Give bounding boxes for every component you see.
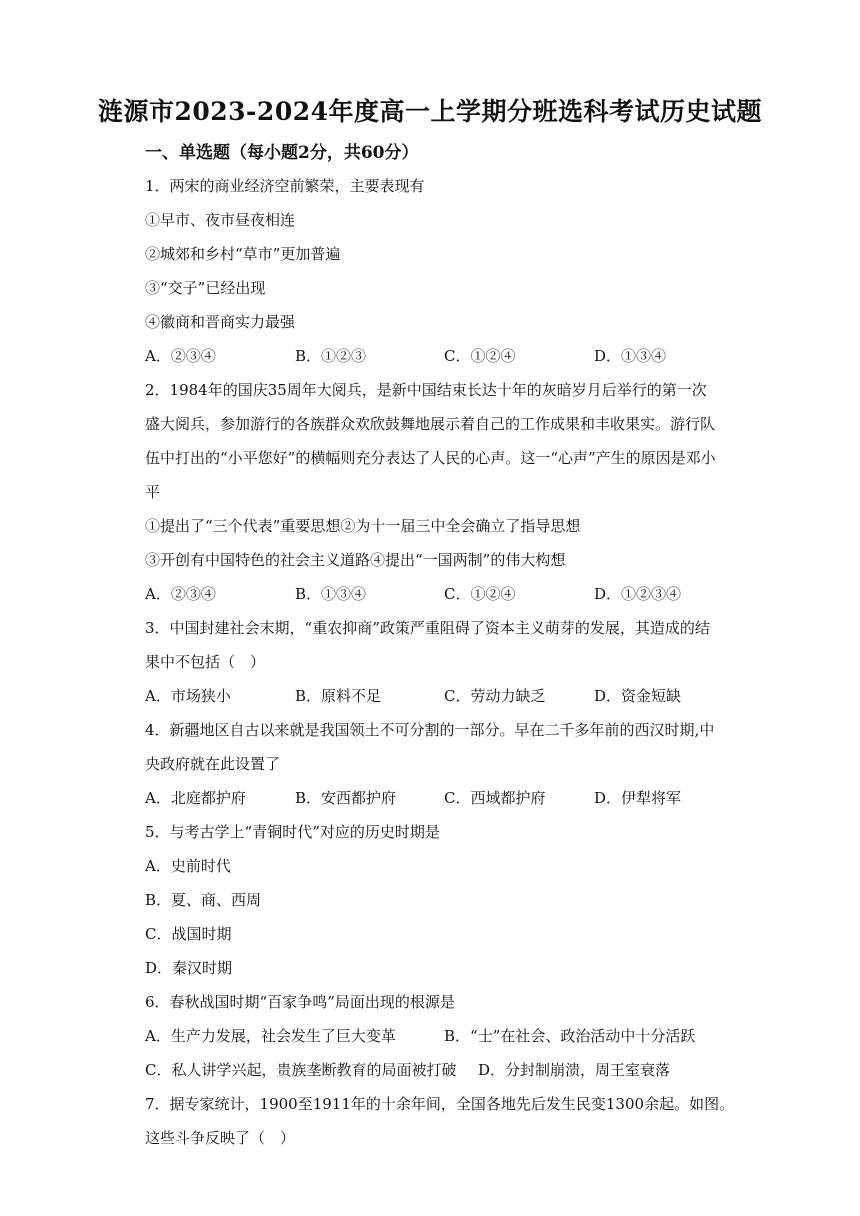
- q2-line: 伍中打出的“小平您好”的横幅则充分表达了人民的心声。这一“心声”产生的原因是邓小: [145, 449, 716, 467]
- q1-option-b: B．①②③: [295, 347, 367, 365]
- q6-option-d: D．分封制崩溃，周王室衰落: [478, 1061, 671, 1079]
- q4-option-d: D．伊犁将军: [594, 789, 682, 807]
- q1-item: ④徽商和晋商实力最强: [145, 313, 296, 331]
- q4-option-b: B．安西都护府: [295, 789, 397, 807]
- q4-option-a: A．北庭都护府: [145, 789, 246, 807]
- exam-title: 涟源市2023-2024年度高一上学期分班选科考试历史试题: [97, 97, 763, 126]
- q2-option-d: D．①②③④: [594, 585, 682, 603]
- q5-option-c: C．战国时期: [145, 925, 232, 943]
- q5-option-b: B．夏、商、西周: [145, 891, 262, 909]
- q5-stem: 5．与考古学上“青铜时代”对应的历史时期是: [145, 823, 440, 841]
- q1-option-c: C．①②④: [444, 347, 516, 365]
- q3-line: 3．中国封建社会末期，“重农抑商”政策严重阻碍了资本主义萌芽的发展，其造成的结: [145, 619, 710, 637]
- q2-line: 盛大阅兵，参加游行的各族群众欢欣鼓舞地展示着自己的工作成果和丰收果实。游行队: [145, 415, 716, 433]
- q6-stem: 6．春秋战国时期“百家争鸣”局面出现的根源是: [145, 993, 455, 1011]
- q2-option-a: A．②③④: [145, 585, 216, 603]
- section-heading: 一、单选题（每小题2分，共60分）: [145, 143, 419, 163]
- q2-line: 平: [145, 483, 161, 501]
- q7-line: 7．据专家统计，1900至1911年的十余年间，全国各地先后发生民变1300余起。如图。: [145, 1095, 735, 1113]
- q2-item: ①提出了“三个代表”重要思想②为十一届三中全会确立了指导思想: [145, 517, 581, 535]
- q2-line: 2．1984年的国庆35周年大阅兵，是新中国结束长达十年的灰暗岁月后举行的第一次: [145, 381, 707, 399]
- q3-option-c: C．劳动力缺乏: [444, 687, 546, 705]
- q4-line: 4．新疆地区自古以来就是我国领土不可分割的一部分。早在二千多年前的西汉时期,中: [145, 721, 715, 739]
- q1-stem: 1．两宋的商业经济空前繁荣，主要表现有: [145, 177, 425, 195]
- q6-option-a: A．生产力发展，社会发生了巨大变革: [145, 1027, 396, 1045]
- q4-option-c: C．西域都护府: [444, 789, 546, 807]
- q5-option-a: A．史前时代: [145, 857, 231, 875]
- q3-line: 果中不包括（ ）: [145, 653, 266, 671]
- q2-option-b: B．①③④: [295, 585, 367, 603]
- q5-option-d: D．秦汉时期: [145, 959, 233, 977]
- q2-option-c: C．①②④: [444, 585, 516, 603]
- q3-option-a: A．市场狭小: [145, 687, 231, 705]
- q4-line: 央政府就在此设置了: [145, 755, 281, 773]
- q3-option-d: D．资金短缺: [594, 687, 682, 705]
- q6-option-c: C．私人讲学兴起，贵族垄断教育的局面被打破: [145, 1061, 457, 1079]
- q6-option-b: B．“士”在社会、政治活动中十分活跃: [444, 1027, 696, 1045]
- q1-option-a: A．②③④: [145, 347, 216, 365]
- q1-item: ②城郊和乡村“草市”更加普遍: [145, 245, 341, 263]
- q7-line: 这些斗争反映了（ ）: [145, 1129, 296, 1147]
- q1-item: ③“交子”已经出现: [145, 279, 266, 297]
- q3-option-b: B．原料不足: [295, 687, 382, 705]
- q2-item: ③开创有中国特色的社会主义道路④提出“一国两制”的伟大构想: [145, 551, 566, 569]
- q1-item: ①早市、夜市昼夜相连: [145, 211, 296, 229]
- q1-option-d: D．①③④: [594, 347, 667, 365]
